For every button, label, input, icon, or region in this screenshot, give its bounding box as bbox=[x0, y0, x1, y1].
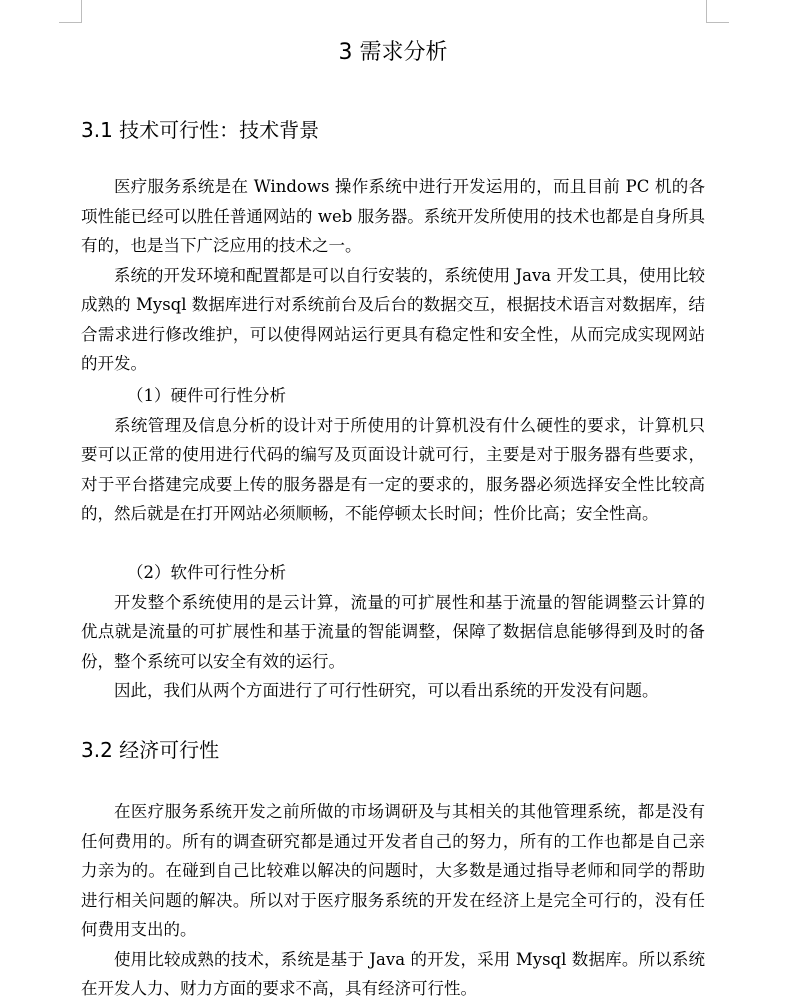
paragraph: 系统管理及信息分析的设计对于所使用的计算机没有什么硬性的要求，计算机只要可以正常的使用进行代码的编写及页面设计就可行，主要是对于服务器有些要求，对于平台搭建完成要上传的服务器是有一定的要求的，服务器必须选择安全性比较高的，然后就是在打开网站必须顺畅，不能停顿太长时间；性价比高；安全性高。 bbox=[81, 415, 705, 523]
hardware-feasibility bbox=[81, 381, 705, 529]
page-corner-mark-right bbox=[706, 0, 729, 23]
section-title-3-2: 3.2 经济可行性 bbox=[81, 738, 220, 762]
software-feasibility bbox=[81, 558, 705, 706]
page-corner-mark-left bbox=[59, 0, 82, 23]
section-title-3-1: 3.1 技术可行性：技术背景 bbox=[81, 118, 320, 142]
subsection-heading-hardware: （1）硬件可行性分析 bbox=[127, 386, 286, 405]
chapter-title: 3 需求分析 bbox=[338, 40, 448, 65]
paragraph: 在医疗服务系统开发之前所做的市场调研及与其相关的其他管理系统，都是没有任何费用的。所有的调查研究都是通过开发者自己的努力，所有的工作也都是自己亲力亲为的。在碰到自己比较难以解决的问题时，大多数是通过指导老师和同学的帮助进行相关问题的解决。所以对于医疗服务系统的开发在经济上是完全可行的，没有任何费用支出的。 bbox=[81, 802, 705, 939]
paragraph: 开发整个系统使用的是云计算，流量的可扩展性和基于流量的智能调整云计算的优点就是流量的可扩展性和基于流量的智能调整，保障了数据信息能够得到及时的备份，整个系统可以安全有效的运行。 bbox=[81, 592, 705, 671]
section-3-2-body bbox=[81, 797, 705, 1004]
section-3-1-body bbox=[81, 172, 705, 379]
paragraph: 系统的开发环境和配置都是可以自行安装的，系统使用 Java 开发工具，使用比较成熟的 Mysql 数据库进行对系统前台及后台的数据交互，根据技术语言对数据库，结合需求进行修改维护，可以使得网站运行更具有稳定性和安全性，从而完成实现网站的开发。 bbox=[81, 265, 705, 373]
subsection-heading-software: （2）软件可行性分析 bbox=[127, 563, 286, 582]
paragraph: 医疗服务系统是在 Windows 操作系统中进行开发运用的，而且目前 PC 机的各项性能已经可以胜任普通网站的 web 服务器。系统开发所使用的技术也都是自身所具有的，也是当下广泛应用的技术之一。 bbox=[81, 177, 705, 255]
paragraph: 因此，我们从两个方面进行了可行性研究，可以看出系统的开发没有问题。 bbox=[114, 681, 659, 700]
paragraph: 使用比较成熟的技术，系统是基于 Java 的开发，采用 Mysql 数据库。所以系统在开发人力、财力方面的要求不高，具有经济可行性。 bbox=[81, 949, 705, 998]
